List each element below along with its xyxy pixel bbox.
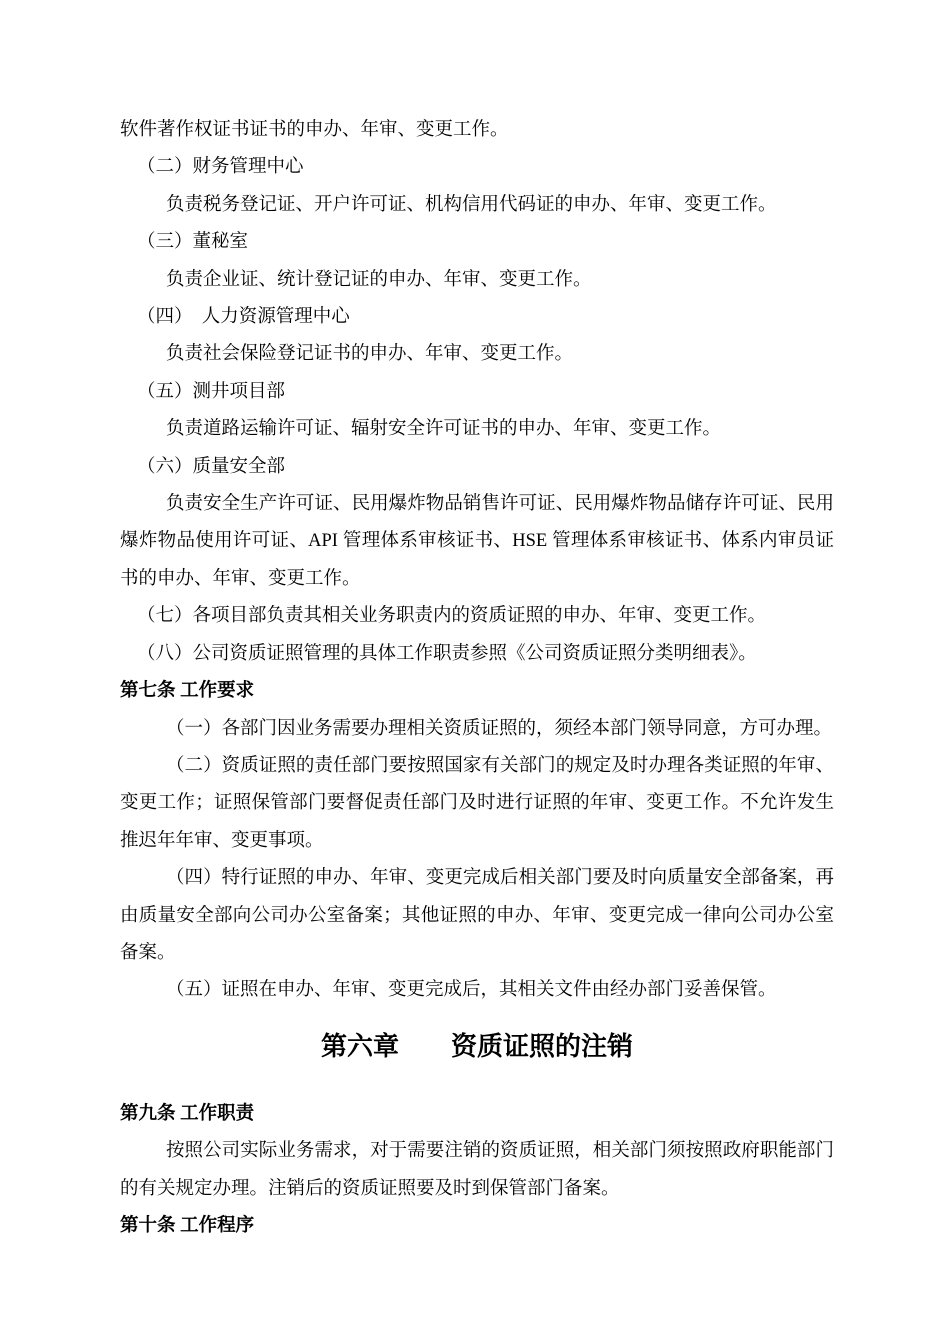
article-label: 第十条 工作程序 <box>120 1215 255 1236</box>
chapter-heading: 第六章 资质证照的注销 <box>320 1031 633 1061</box>
paragraph: 负责税务登记证、开户许可证、机构信用代码证的申办、年审、变更工作。 <box>166 194 777 215</box>
article-label: 第七条 工作要求 <box>120 681 255 702</box>
paragraph: （五）测井项目部 <box>137 381 286 402</box>
paragraph: 按照公司实际业务需求，对于需要注销的资质证照，相关部门须按照政府职能部门的有关规定办理。注销后的资质证照要及时到保管部门备案。 <box>120 1141 834 1199</box>
paragraph: （七）各项目部负责其相关业务职责内的资质证照的申办、年审、变更工作。 <box>137 606 767 627</box>
paragraph: （四） 人力资源管理中心 <box>137 307 350 328</box>
paragraph: （二）资质证照的责任部门要按照国家有关部门的规定及时办理各类证照的年审、变更工作；证照保管部门要督促责任部门及时进行证照的年审、变更工作。不允许发生推迟年年审、变更事项。 <box>120 755 834 851</box>
paragraph: （六）质量安全部 <box>137 456 286 477</box>
paragraph: （八）公司资质证照管理的具体工作职责参照《公司资质证照分类明细表》。 <box>137 643 757 664</box>
paragraph: 负责企业证、统计登记证的申办、年审、变更工作。 <box>166 269 592 290</box>
document-body <box>120 112 834 1245</box>
paragraph: （三）董秘室 <box>137 232 249 253</box>
article-label: 第九条 工作职责 <box>120 1103 255 1124</box>
paragraph: 软件著作权证书证书的申办、年审、变更工作。 <box>120 120 509 140</box>
paragraph: （一）各部门因业务需要办理相关资质证照的，须经本部门领导同意，方可办理。 <box>166 718 833 739</box>
paragraph: 负责道路运输许可证、辐射安全许可证书的申办、年审、变更工作。 <box>166 419 722 440</box>
paragraph: 负责社会保险登记证书的申办、年审、变更工作。 <box>166 344 574 365</box>
paragraph: 负责安全生产许可证、民用爆炸物品销售许可证、民用爆炸物品储存许可证、民用爆炸物品使用许可证、API 管理体系审核证书、HSE 管理体系审核证书、体系内审员证书的申办、年审、变更工作。 <box>120 494 834 589</box>
paragraph: （五）证照在申办、年审、变更完成后，其相关文件由经办部门妥善保管。 <box>166 980 777 1001</box>
paragraph: （二）财务管理中心 <box>137 157 304 178</box>
paragraph: （四）特行证照的申办、年审、变更完成后相关部门要及时向质量安全部备案，再由质量安全部向公司办公室备案；其他证照的申办、年审、变更完成一律向公司办公室备案。 <box>120 868 834 963</box>
